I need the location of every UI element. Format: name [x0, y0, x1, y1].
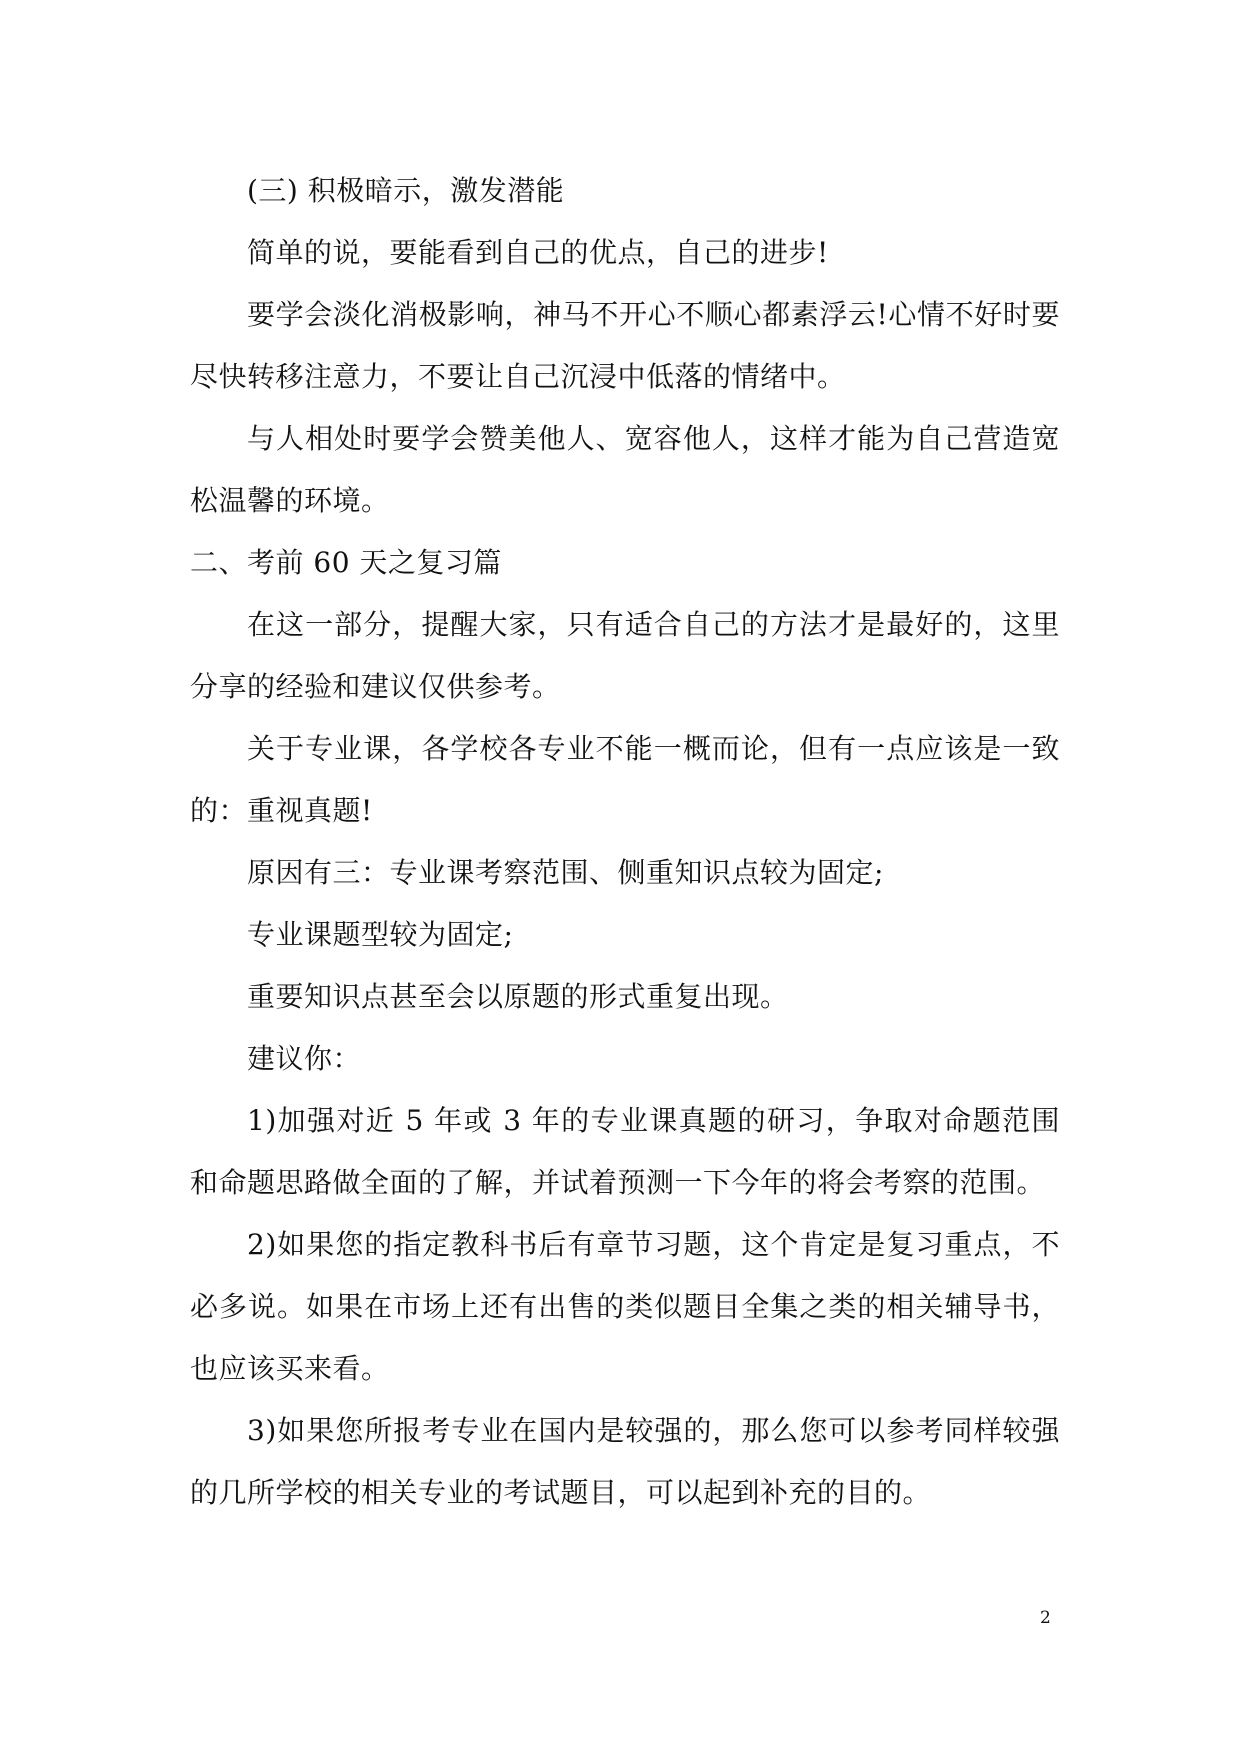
paragraph: 专业课题型较为固定;: [247, 918, 514, 951]
page-number: 2: [1040, 1608, 1051, 1628]
paragraph: 在这一部分，提醒大家，只有适合自己的方法才是最好的，这里分享的经验和建议仅供参考。: [190, 608, 1060, 703]
list-item: 2)如果您的指定教科书后有章节习题，这个肯定是复习重点，不必多说。如果在市场上还有出售的类似题目全集之类的相关辅导书，也应该买来看。: [190, 1228, 1060, 1385]
paragraph: 要学会淡化消极影响，神马不开心不顺心都素浮云!心情不好时要尽快转移注意力，不要让自己沉浸中低落的情绪中。: [190, 298, 1060, 393]
paragraph: 与人相处时要学会赞美他人、宽容他人，这样才能为自己营造宽松温馨的环境。: [190, 422, 1060, 517]
paragraph: 建议你：: [247, 1042, 362, 1075]
subsection-heading: (三) 积极暗示，激发潜能: [247, 174, 565, 207]
paragraph: 原因有三：专业课考察范围、侧重知识点较为固定;: [247, 856, 884, 889]
list-item: 1)加强对近 5 年或 3 年的专业课真题的研习，争取对命题范围和命题思路做全面的了解，并试着预测一下今年的将会考察的范围。: [190, 1104, 1060, 1199]
section-heading: 二、考前 60 天之复习篇: [190, 546, 502, 579]
page-content: [190, 160, 1060, 1524]
paragraph: 重要知识点甚至会以原题的形式重复出现。: [247, 980, 789, 1013]
list-item: 3)如果您所报考专业在国内是较强的，那么您可以参考同样较强的几所学校的相关专业的考试题目，可以起到补充的目的。: [190, 1414, 1060, 1509]
paragraph: 关于专业课，各学校各专业不能一概而论，但有一点应该是一致的：重视真题!: [190, 732, 1060, 827]
paragraph: 简单的说，要能看到自己的优点，自己的进步!: [247, 236, 829, 269]
